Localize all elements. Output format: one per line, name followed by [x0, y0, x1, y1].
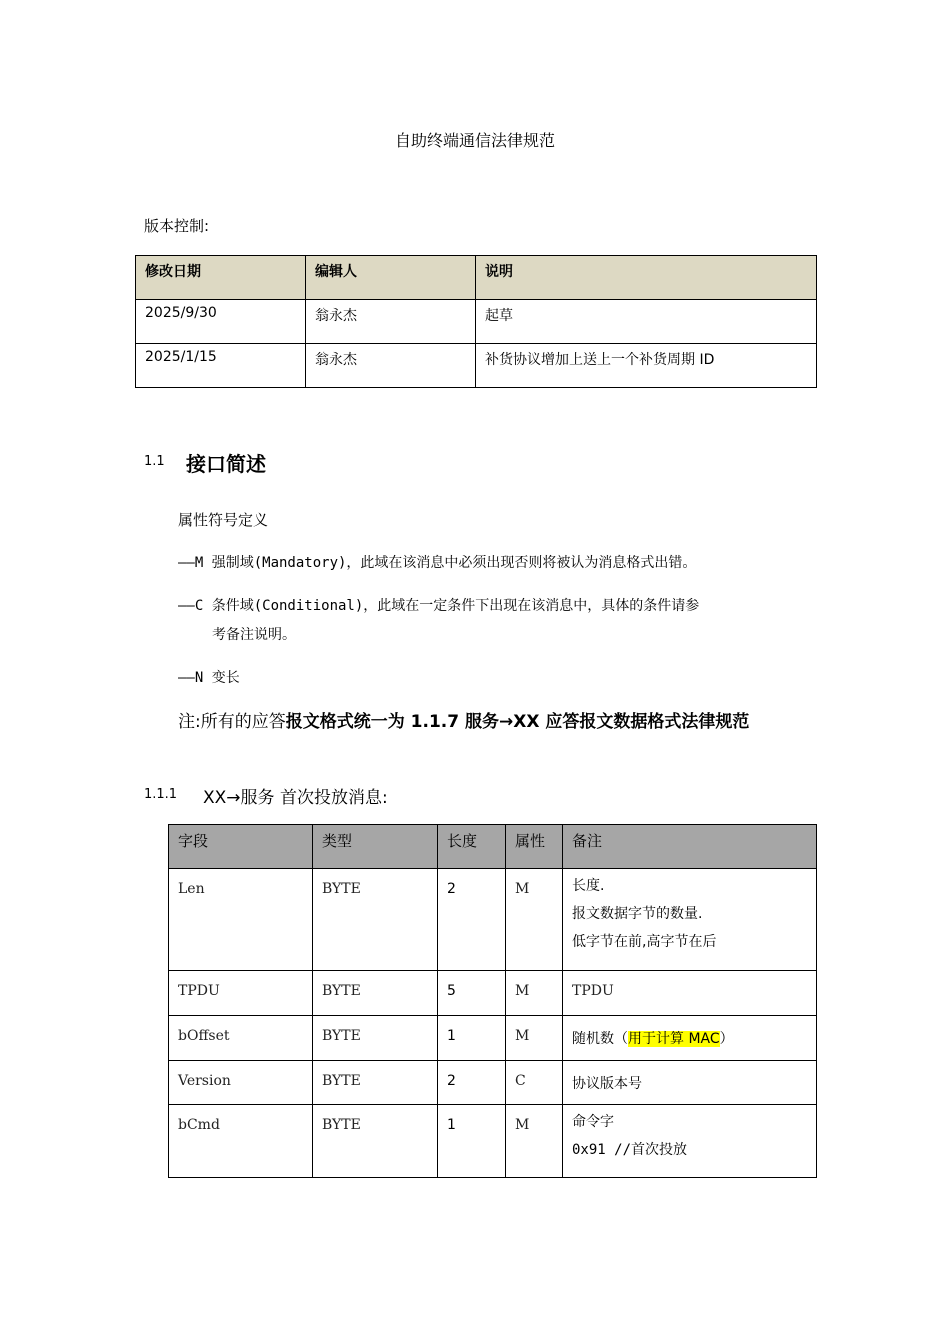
def-conditional-cont: 考备注说明。 [212, 627, 296, 643]
attr-definitions-title: 属性符号定义 [178, 511, 269, 529]
cell-field: bCmd [169, 1105, 313, 1178]
cell-type: BYTE [313, 1016, 438, 1061]
header-field: 字段 [169, 825, 313, 869]
header-type: 类型 [313, 825, 438, 869]
cell-editor: 翁永杰 [306, 300, 476, 344]
header-editor: 编辑人 [306, 256, 476, 300]
version-control-label: 版本控制: [144, 217, 210, 235]
notes-highlight: 用于计算 MAC [628, 1031, 720, 1047]
cell-attr: M [506, 1105, 563, 1178]
section-title: 接口简述 [186, 452, 266, 476]
def-conditional: ——C 条件域(Conditional)，此域在一定条件下出现在该消息中，具体的条件请参 [178, 598, 700, 614]
cell-type: BYTE [313, 971, 438, 1016]
cell-notes [563, 1016, 817, 1061]
header-date: 修改日期 [136, 256, 306, 300]
table-row [169, 1061, 817, 1105]
def-mandatory: ——M 强制域(Mandatory)，此域在该消息中必须出现否则将被认为消息格式出错。 [178, 555, 697, 571]
cell-attr: M [506, 1016, 563, 1061]
table-row [169, 869, 817, 971]
table-row [169, 1016, 817, 1061]
cell-description: 起草 [476, 300, 817, 344]
cell-field: Len [169, 869, 313, 971]
version-table-header [136, 256, 817, 300]
version-table [135, 255, 817, 388]
note-bold-2: XX 应答报文数据格式法律规范 [513, 712, 750, 732]
note-line: 报文数据字节的数量. [572, 906, 703, 922]
cell-length: 1 [438, 1105, 506, 1178]
table-row [169, 971, 817, 1016]
cell-notes: 协议版本号 [563, 1061, 817, 1105]
cell-date: 2025/9/30 [136, 300, 306, 344]
cell-length: 5 [438, 971, 506, 1016]
notes-prefix: 随机数（ [572, 1031, 628, 1047]
note-line: 命令字 [572, 1114, 614, 1130]
cell-type: BYTE [313, 1061, 438, 1105]
document-title: 自助终端通信法律规范 [394, 131, 555, 150]
note-bold-1: 报文格式统一为 1.1.7 服务 [285, 712, 499, 732]
arrow-icon: → [498, 712, 514, 732]
cell-notes [563, 1105, 817, 1178]
cell-field: TPDU [169, 971, 313, 1016]
note-prefix: 注:所有的应答 [178, 712, 286, 732]
note-paragraph [178, 708, 818, 736]
cell-description: 补货协议增加上送上一个补货周期 ID [476, 344, 817, 388]
table-row [169, 1105, 817, 1178]
cell-notes [563, 869, 817, 971]
cell-date: 2025/1/15 [136, 344, 306, 388]
cell-length: 2 [438, 869, 506, 971]
cell-length: 1 [438, 1016, 506, 1061]
subsection-number: 1.1.1 [144, 787, 178, 802]
field-table-header [169, 825, 817, 869]
cell-type: BYTE [313, 869, 438, 971]
header-description: 说明 [476, 256, 817, 300]
table-row [136, 344, 817, 388]
cell-type: BYTE [313, 1105, 438, 1178]
cell-editor: 翁永杰 [306, 344, 476, 388]
section-number: 1.1 [144, 454, 165, 469]
subsection-title: XX→服务 首次投放消息: [203, 788, 388, 808]
header-attr: 属性 [506, 825, 563, 869]
header-length: 长度 [438, 825, 506, 869]
cell-attr: C [506, 1061, 563, 1105]
note-line: 低字节在前,高字节在后 [572, 934, 717, 950]
def-variable: ——N 变长 [178, 670, 240, 686]
table-row [136, 300, 817, 344]
cell-notes: TPDU [563, 971, 817, 1016]
note-line: 长度. [572, 878, 605, 894]
notes-suffix: ） [719, 1031, 734, 1047]
cell-field: bOffset [169, 1016, 313, 1061]
cell-length: 2 [438, 1061, 506, 1105]
cell-attr: M [506, 971, 563, 1016]
header-notes: 备注 [563, 825, 817, 869]
cell-field: Version [169, 1061, 313, 1105]
field-table [168, 824, 817, 1178]
cell-attr: M [506, 869, 563, 971]
note-line: 0x91 //首次投放 [572, 1142, 688, 1158]
